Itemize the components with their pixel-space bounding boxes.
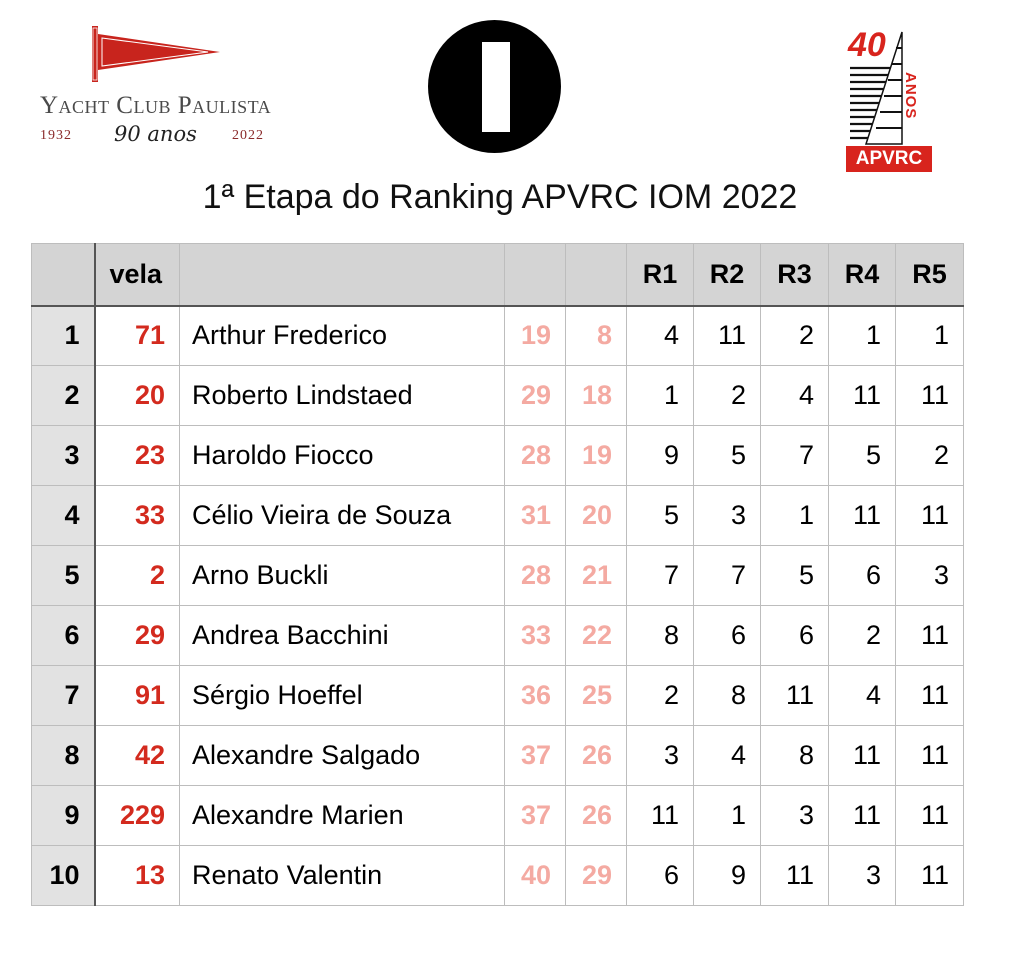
race-result-cell: 11 — [829, 366, 896, 426]
race-result-cell: 1 — [896, 306, 964, 366]
race-result-cell: 4 — [761, 366, 829, 426]
header-r1: R1 — [627, 244, 694, 306]
club-year-start: 1932 — [40, 128, 72, 143]
yacht-club-paulista-logo — [36, 22, 272, 152]
race-result-cell: 6 — [694, 606, 761, 666]
header-net — [566, 244, 627, 306]
vela-cell: 71 — [95, 306, 180, 366]
table-row — [32, 666, 964, 726]
race-result-cell: 11 — [829, 726, 896, 786]
sailor-name-cell: Arno Buckli — [180, 546, 505, 606]
net-points-cell: 19 — [566, 426, 627, 486]
net-points-cell: 20 — [566, 486, 627, 546]
table-row — [32, 306, 964, 366]
table-row — [32, 786, 964, 846]
position-cell: 9 — [32, 786, 95, 846]
table-row — [32, 846, 964, 906]
vela-cell: 20 — [95, 366, 180, 426]
sailor-name-cell: Renato Valentin — [180, 846, 505, 906]
table-row — [32, 726, 964, 786]
table-row — [32, 546, 964, 606]
race-result-cell: 6 — [627, 846, 694, 906]
apvrc-label: APVRC — [846, 146, 932, 172]
race-result-cell: 2 — [896, 426, 964, 486]
table-row — [32, 426, 964, 486]
race-result-cell: 3 — [761, 786, 829, 846]
sailor-name-cell: Alexandre Salgado — [180, 726, 505, 786]
race-result-cell: 11 — [829, 786, 896, 846]
race-result-cell: 7 — [627, 546, 694, 606]
race-result-cell: 5 — [829, 426, 896, 486]
race-result-cell: 5 — [627, 486, 694, 546]
vela-cell: 91 — [95, 666, 180, 726]
vela-cell: 29 — [95, 606, 180, 666]
position-cell: 10 — [32, 846, 95, 906]
race-result-cell: 11 — [896, 666, 964, 726]
club-name: Yacht Club Paulista — [40, 92, 272, 119]
race-result-cell: 4 — [829, 666, 896, 726]
total-points-cell: 31 — [505, 486, 566, 546]
race-result-cell: 11 — [896, 786, 964, 846]
race-result-cell: 9 — [694, 846, 761, 906]
total-points-cell: 33 — [505, 606, 566, 666]
table-row — [32, 606, 964, 666]
race-result-cell: 7 — [761, 426, 829, 486]
header-name — [180, 244, 505, 306]
header-r5: R5 — [896, 244, 964, 306]
header-r3: R3 — [761, 244, 829, 306]
page-title: 1ª Etapa do Ranking APVRC IOM 2022 — [202, 178, 798, 216]
race-result-cell: 1 — [694, 786, 761, 846]
total-points-cell: 36 — [505, 666, 566, 726]
total-points-cell: 29 — [505, 366, 566, 426]
position-cell: 3 — [32, 426, 95, 486]
race-result-cell: 6 — [829, 546, 896, 606]
header-r2: R2 — [694, 244, 761, 306]
race-result-cell: 5 — [761, 546, 829, 606]
race-result-cell: 9 — [627, 426, 694, 486]
race-result-cell: 1 — [627, 366, 694, 426]
sailor-name-cell: Roberto Lindstaed — [180, 366, 505, 426]
net-points-cell: 8 — [566, 306, 627, 366]
race-result-cell: 3 — [896, 546, 964, 606]
table-header-row — [32, 244, 964, 306]
header-total — [505, 244, 566, 306]
net-points-cell: 26 — [566, 786, 627, 846]
race-result-cell: 8 — [761, 726, 829, 786]
header-vela: vela — [95, 244, 180, 306]
vela-cell: 229 — [95, 786, 180, 846]
race-result-cell: 3 — [694, 486, 761, 546]
race-result-cell: 2 — [627, 666, 694, 726]
total-points-cell: 28 — [505, 426, 566, 486]
apvrc-anos-text: ANOS — [902, 72, 919, 120]
race-result-cell: 8 — [694, 666, 761, 726]
race-result-cell: 11 — [896, 486, 964, 546]
race-result-cell: 11 — [896, 606, 964, 666]
vela-cell: 23 — [95, 426, 180, 486]
sailor-name-cell: Haroldo Fiocco — [180, 426, 505, 486]
position-cell: 2 — [32, 366, 95, 426]
net-points-cell: 22 — [566, 606, 627, 666]
position-cell: 5 — [32, 546, 95, 606]
position-cell: 6 — [32, 606, 95, 666]
race-result-cell: 1 — [829, 306, 896, 366]
vela-cell: 42 — [95, 726, 180, 786]
race-result-cell: 11 — [627, 786, 694, 846]
header-r4: R4 — [829, 244, 896, 306]
sailor-name-cell: Andrea Bacchini — [180, 606, 505, 666]
race-result-cell: 3 — [627, 726, 694, 786]
position-cell: 7 — [32, 666, 95, 726]
total-points-cell: 28 — [505, 546, 566, 606]
position-cell: 4 — [32, 486, 95, 546]
position-cell: 8 — [32, 726, 95, 786]
race-result-cell: 7 — [694, 546, 761, 606]
race-result-cell: 2 — [761, 306, 829, 366]
sailor-name-cell: Célio Vieira de Souza — [180, 486, 505, 546]
header-position — [32, 244, 95, 306]
sailor-name-cell: Sérgio Hoeffel — [180, 666, 505, 726]
apvrc-40-number: 40 — [848, 26, 886, 64]
total-points-cell: 37 — [505, 786, 566, 846]
net-points-cell: 21 — [566, 546, 627, 606]
total-points-cell: 37 — [505, 726, 566, 786]
race-result-cell: 4 — [627, 306, 694, 366]
apvrc-40-anos-logo — [846, 28, 932, 172]
total-points-cell: 19 — [505, 306, 566, 366]
position-cell: 1 — [32, 306, 95, 366]
race-result-cell: 2 — [829, 606, 896, 666]
race-result-cell: 3 — [829, 846, 896, 906]
vela-cell: 13 — [95, 846, 180, 906]
race-result-cell: 2 — [694, 366, 761, 426]
race-result-cell: 11 — [896, 726, 964, 786]
total-points-cell: 40 — [505, 846, 566, 906]
results-table — [31, 243, 964, 906]
club-anniversary: 90 anos — [114, 122, 197, 146]
race-result-cell: 1 — [761, 486, 829, 546]
net-points-cell: 18 — [566, 366, 627, 426]
sailor-name-cell: Arthur Frederico — [180, 306, 505, 366]
net-points-cell: 26 — [566, 726, 627, 786]
net-points-cell: 25 — [566, 666, 627, 726]
race-result-cell: 5 — [694, 426, 761, 486]
table-row — [32, 486, 964, 546]
race-result-cell: 11 — [896, 366, 964, 426]
race-result-cell: 8 — [627, 606, 694, 666]
race-result-cell: 11 — [761, 666, 829, 726]
vela-cell: 33 — [95, 486, 180, 546]
race-result-cell: 6 — [761, 606, 829, 666]
race-result-cell: 4 — [694, 726, 761, 786]
club-year-end: 2022 — [232, 128, 264, 143]
race-result-cell: 11 — [896, 846, 964, 906]
iom-class-badge — [428, 20, 561, 153]
pennant-text: YCP — [152, 66, 180, 80]
race-result-cell: 11 — [694, 306, 761, 366]
net-points-cell: 29 — [566, 846, 627, 906]
sailor-name-cell: Alexandre Marien — [180, 786, 505, 846]
race-result-cell: 11 — [829, 486, 896, 546]
race-result-cell: 11 — [761, 846, 829, 906]
table-row — [32, 366, 964, 426]
vela-cell: 2 — [95, 546, 180, 606]
